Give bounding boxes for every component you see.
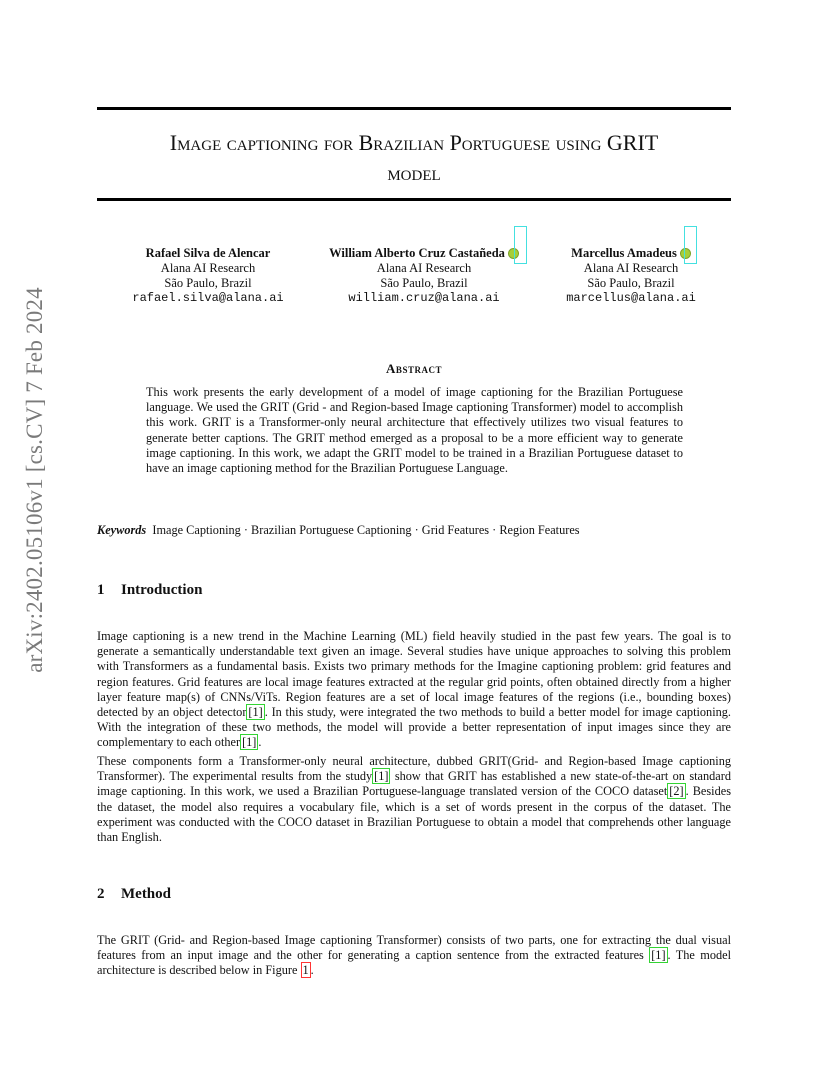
text-run: . Besides the dataset, the model also requires a vocabulary file, which is a set of words present in the corpus of the dataset. The experiment was conducted with the COCO dataset in Brazilian Portuguese to obtain a model that comprehends other language than English.	[97, 784, 731, 845]
text-run: .	[258, 735, 262, 750]
section-heading-method	[97, 886, 171, 903]
citation-link[interactable]: [2]	[669, 784, 684, 799]
section-heading-introduction	[97, 582, 202, 599]
author-name-row	[314, 246, 534, 261]
author-block-2	[314, 246, 534, 306]
author-name: William Alberto Cruz Castañeda	[329, 246, 505, 260]
section-number: 2	[97, 886, 105, 902]
author-name: Rafael Silva de Alencar	[145, 246, 271, 260]
method-paragraph-1	[97, 933, 731, 979]
section-title: Introduction	[121, 582, 203, 598]
author-location: São Paulo, Brazil	[587, 276, 675, 290]
text-run: . In this study, were integrated the two methods to build a better model for image captioning. With the integration of these two methods, the model will provide a better representation of input images since they are complementary to each other	[97, 705, 731, 750]
text-run: show that GRIT has established a new state-of-the-art on standard image captioning. In this work, we used a Brazilian Portuguese-language translated version of the COCO dataset	[97, 769, 731, 799]
title-line-2: model	[387, 160, 441, 185]
intro-paragraph-2	[97, 754, 731, 845]
author-org: Alana AI Research	[160, 261, 256, 275]
author-block-1	[120, 246, 296, 306]
abstract-heading: Abstract	[386, 361, 442, 376]
text-run: Image captioning is a new trend in the Machine Learning (ML) field heavily studied in the past few years. The goal is to generate a semantically understandable text given an image. Several studies have unique approaches to solving this problem with Transformers as a fundamental basis. Exists two primary methods for the Imagine captioning problem: grid features and region features. Grid features are local image features extracted at the regular grid points, often obtained directly from a higher layer feature map(s) of CNNs/ViTs. Region features are a set of local image features of the regions (i.e., bounding boxes) detected by an object detector	[97, 629, 731, 720]
title-bottom-rule	[97, 198, 731, 201]
author-name: Marcellus Amadeus	[571, 246, 677, 260]
intro-paragraph-1	[97, 629, 731, 751]
author-location: São Paulo, Brazil	[380, 276, 468, 290]
text-run: . The model architecture is described below in Figure	[97, 948, 731, 978]
author-location: São Paulo, Brazil	[164, 276, 252, 290]
text-run: .	[310, 963, 314, 978]
citation-link[interactable]: [1]	[651, 948, 666, 963]
top-rule	[97, 107, 731, 110]
title-line-1: Image captioning for Brazilian Portuguese using GRIT	[169, 130, 659, 155]
keywords-line	[97, 523, 580, 538]
author-email[interactable]: william.cruz@alana.ai	[348, 291, 500, 305]
citation-link[interactable]: [1]	[242, 735, 257, 750]
keywords-label: Keywords	[97, 523, 147, 537]
section-number: 1	[97, 582, 105, 598]
section-title: Method	[121, 886, 171, 902]
abstract-text: This work presents the early development of a model of image captioning for the Brazilian Portuguese language. We used the GRIT (Grid - and Region-based Image captioning Transformer) model to accomplish this work. GRIT is a Transformer-only neural architecture that effectively utilizes two visual features to generate better captions. The GRIT method emerged as a proposal to be a more efficient way to generate image captioning. In this work, we adapt the GRIT model to be trained in a Brazilian Portuguese dataset to have an image captioning method for the Brazilian Portuguese Language.	[146, 385, 683, 476]
author-org: Alana AI Research	[376, 261, 472, 275]
author-email[interactable]: rafael.silva@alana.ai	[132, 291, 284, 305]
orcid-link-box[interactable]	[684, 226, 697, 264]
arxiv-sidebar	[22, 287, 48, 673]
keywords-text: Image Captioning · Brazilian Portuguese Captioning · Grid Features · Region Features	[152, 523, 580, 537]
author-org: Alana AI Research	[583, 261, 679, 275]
paper-title	[97, 128, 731, 188]
citation-link[interactable]: [1]	[374, 769, 389, 784]
text-run: These components form a Transformer-only neural architecture, dubbed GRIT(Grid- and Region-based Image captioning Transformer). The experimental results from the study	[97, 754, 731, 784]
text-run: The GRIT (Grid- and Region-based Image captioning Transformer) consists of two parts, one for extracting the dual visual features from an input image and the other for generating a caption sentence from the extracted features	[97, 933, 731, 963]
citation-link[interactable]: [1]	[248, 705, 263, 720]
orcid-link-box[interactable]	[514, 226, 527, 264]
author-email[interactable]: marcellus@alana.ai	[566, 291, 696, 305]
arxiv-identifier: arXiv:2402.05106v1 [cs.CV] 7 Feb 2024	[22, 287, 47, 673]
figure-link[interactable]: 1	[302, 963, 309, 978]
